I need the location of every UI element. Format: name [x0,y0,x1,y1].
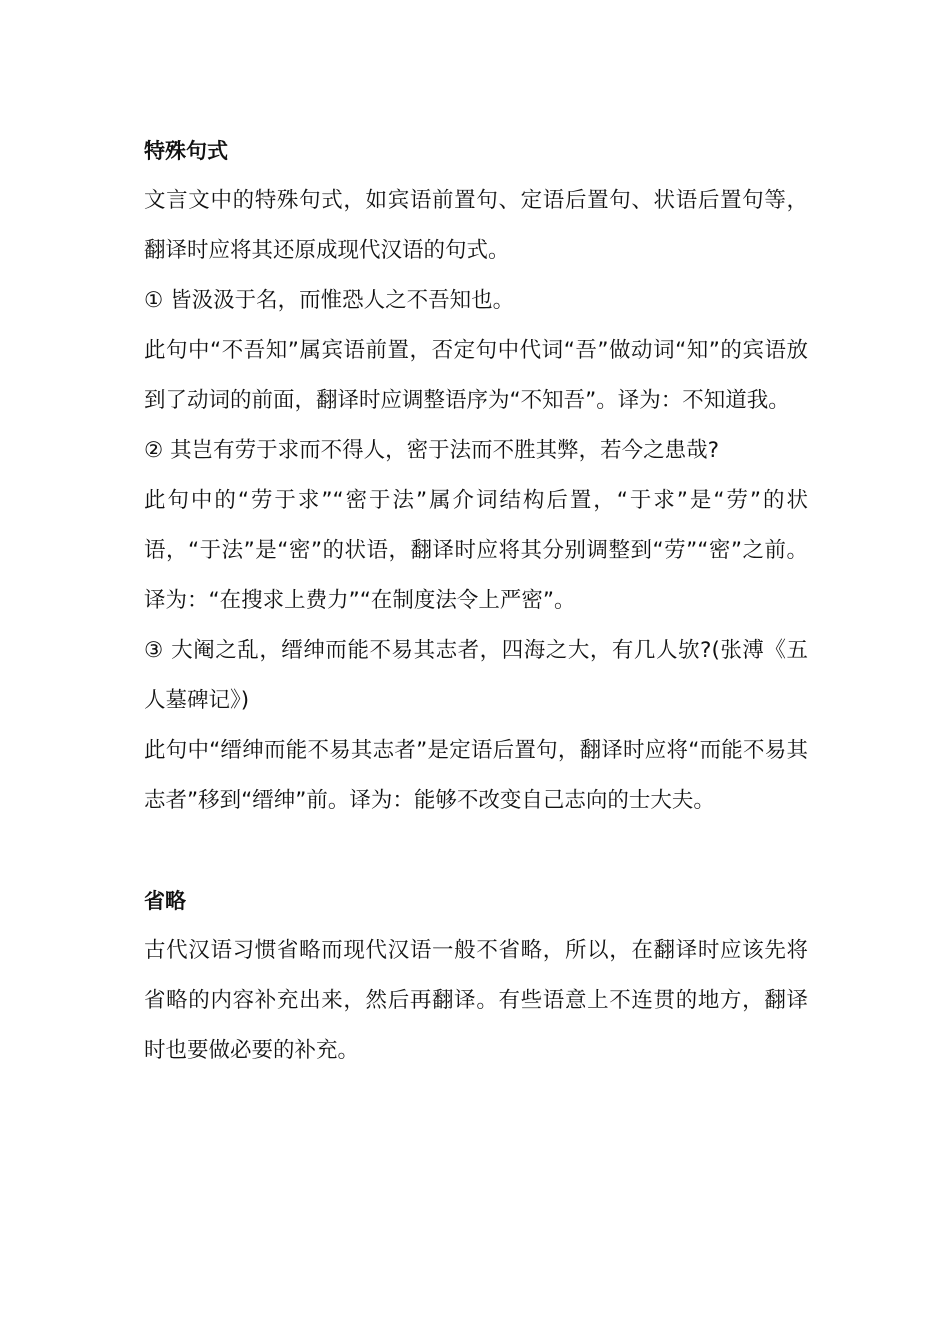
example-1: ① 皆汲汲于名，而惟恐人之不吾知也。 [144,288,515,313]
section-heading-omission: 省略 [144,889,186,913]
explanation-1: 此句中“不吾知”属宾语前置，否定句中代词“吾”做动词“知”的宾语放到了动词的前面，翻译时应调整语序为“不知吾”。译为：不知道我。 [144,338,808,413]
omission-paragraph: 古代汉语习惯省略而现代汉语一般不省略，所以，在翻译时应该先将省略的内容补充出来，然后再翻译。有些语意上不连贯的地方，翻译时也要做必要的补充。 [144,938,808,1063]
explanation-3: 此句中“缙绅而能不易其志者”是定语后置句，翻译时应将“而能不易其志者”移到“缙绅”前。译为：能够不改变自己志向的士大夫。 [144,738,808,813]
section-heading-special-sentences: 特殊句式 [144,139,228,163]
example-2: ② 其岂有劳于求而不得人，密于法而不胜其弊，若今之患哉? [144,438,720,463]
example-3: ③ 大阉之乱，缙绅而能不易其志者，四海之大，有几人欤?(张溥《五人墓碑记》) [144,638,808,713]
document-body [144,126,808,1076]
intro-paragraph: 文言文中的特殊句式，如宾语前置句、定语后置句、状语后置句等，翻译时应将其还原成现代汉语的句式。 [144,188,808,263]
section-spacer [144,826,808,876]
explanation-2: 此句中的“劳于求”“密于法”属介词结构后置，“于求”是“劳”的状语，“于法”是“密”的状语，翻译时应将其分别调整到“劳”“密”之前。译为：“在搜求上费力”“在制度法令上严密”。 [144,488,808,613]
